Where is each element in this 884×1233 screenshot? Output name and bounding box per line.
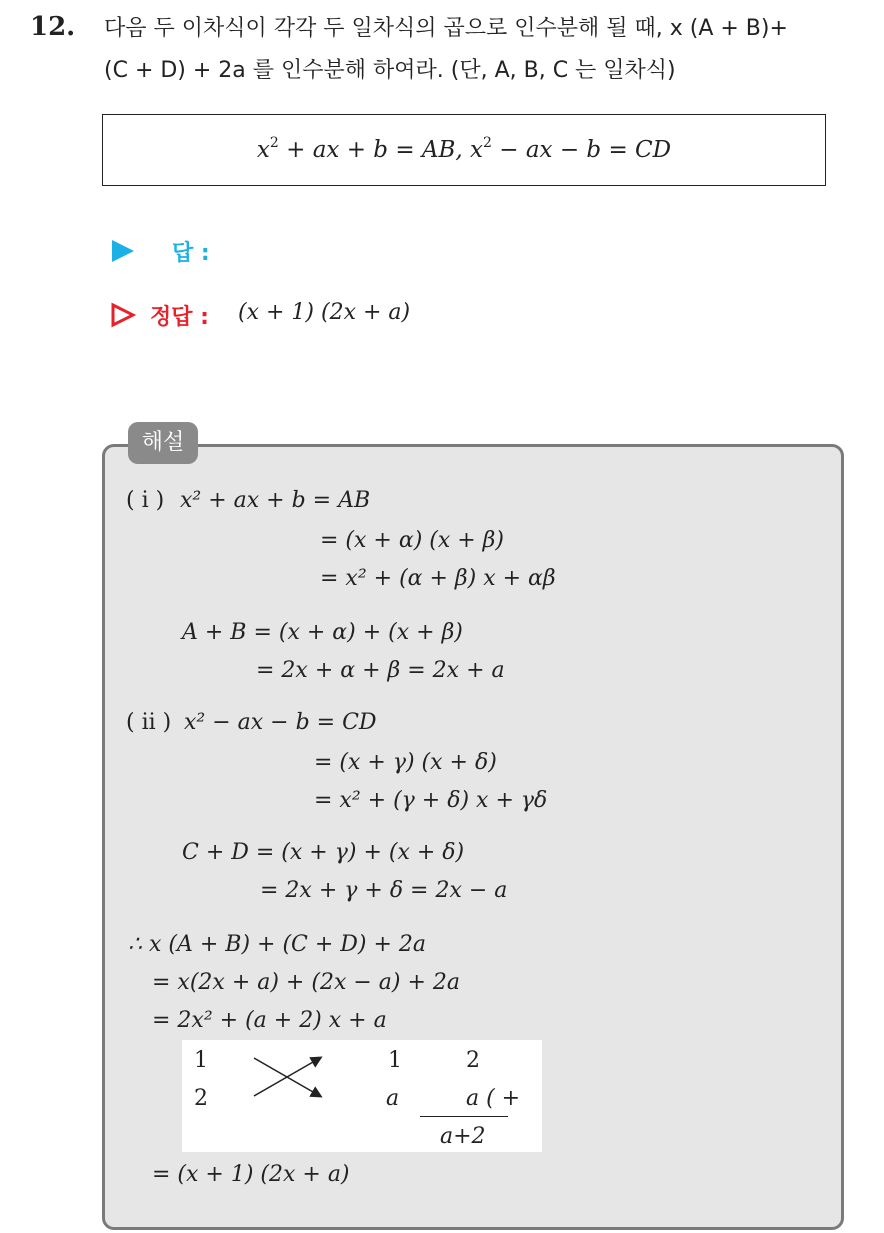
cross-left-top: 1	[194, 1048, 208, 1073]
solution-tag: 해설	[128, 422, 198, 464]
given-exp-1: 2	[269, 135, 279, 151]
given-exp-2: 2	[483, 135, 492, 151]
therefore-line-3: = 2x² + (a + 2) x + a	[152, 1008, 387, 1033]
case-ii-label: ( ii )	[126, 710, 172, 735]
given-condition	[103, 135, 825, 163]
cross-product-bottom: a ( +	[466, 1086, 521, 1111]
cross-left-bottom: 2	[194, 1086, 208, 1111]
question-line-2: (C + D) + 2a 를 인수분해 하여라. (단, A, B, C 는 일차식)	[104, 58, 676, 83]
case-ii-sum-2: = 2x + γ + δ = 2x − a	[260, 878, 508, 903]
given-condition-box	[102, 114, 826, 186]
cross-sum: a+2	[440, 1124, 486, 1149]
cross-right-bottom: a	[386, 1086, 400, 1111]
case-i-line-1: x² + ax + b = AB	[180, 488, 371, 513]
given-part1: + ax + b = AB,	[278, 137, 471, 163]
cross-sum-line	[420, 1116, 508, 1117]
case-i-sum-2: = 2x + α + β = 2x + a	[256, 658, 505, 683]
therefore-line-2: = x(2x + a) + (2x − a) + 2a	[152, 970, 460, 995]
final-answer-line: = (x + 1) (2x + a)	[152, 1162, 350, 1187]
case-i-sum-1: A + B = (x + α) + (x + β)	[182, 620, 463, 645]
case-i-line-3: = x² + (α + β) x + αβ	[320, 566, 556, 591]
question-number: 12.	[30, 12, 76, 42]
cross-product-top: 2	[466, 1048, 480, 1073]
given-x2: x	[470, 137, 484, 163]
question-line-1: 다음 두 이차식이 각각 두 일차식의 곱으로 인수분해 될 때, x (A + B)+	[104, 16, 788, 41]
answer-triangle-icon	[112, 240, 134, 262]
case-ii-line-1: x² − ax − b = CD	[184, 710, 377, 735]
case-i-label: ( i )	[126, 488, 165, 513]
correct-triangle-icon	[110, 302, 136, 328]
cross-arrows-icon	[250, 1052, 330, 1102]
case-ii-line-3: = x² + (γ + δ) x + γδ	[314, 788, 548, 813]
case-ii-line-2: = (x + γ) (x + δ)	[314, 750, 497, 775]
answer-label: 답 :	[172, 241, 210, 266]
therefore-line-1: ∴ x (A + B) + (C + D) + 2a	[128, 932, 427, 957]
case-ii-sum-1: C + D = (x + γ) + (x + δ)	[182, 840, 465, 865]
correct-value: (x + 1) (2x + a)	[238, 300, 411, 325]
given-x1: x	[256, 137, 270, 163]
case-i-line-2: = (x + α) (x + β)	[320, 528, 504, 553]
given-part2: − ax − b = CD	[491, 137, 672, 163]
correct-label: 정답 :	[150, 305, 209, 330]
cross-right-top: 1	[388, 1048, 402, 1073]
